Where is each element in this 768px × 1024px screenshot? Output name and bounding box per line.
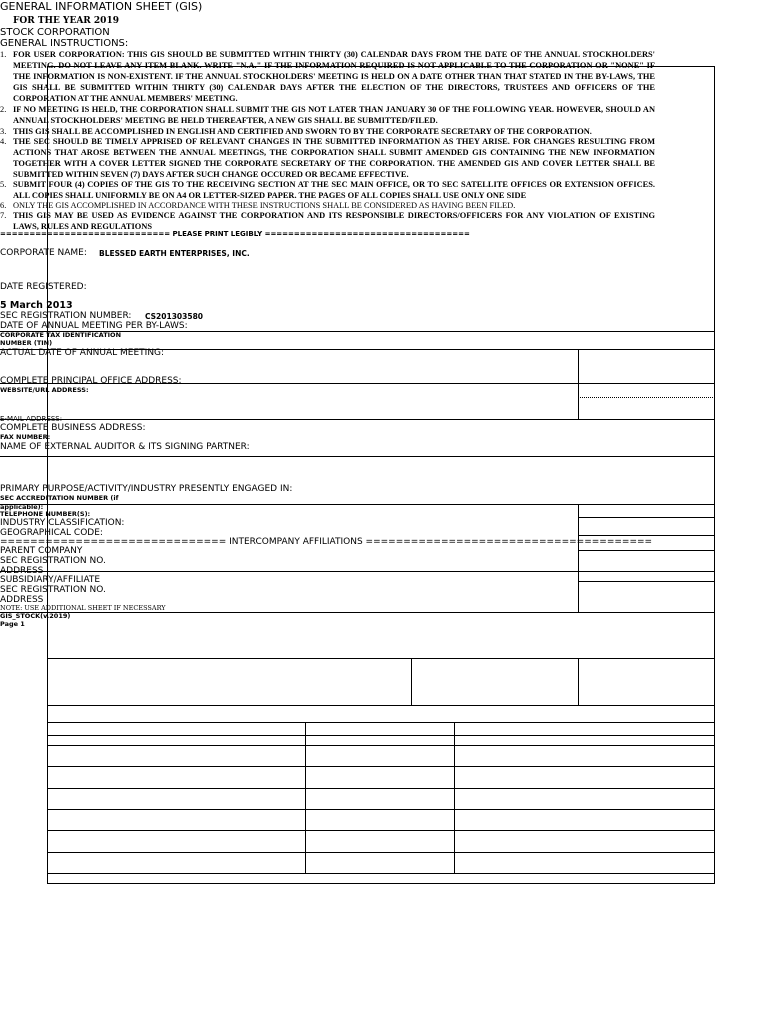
col-divider — [578, 504, 579, 612]
instruction-text: IF NO MEETING IS HELD, THE CORPORATION SHALL SUBMIT THE GIS NOT LATER THAN JANUARY 30 OF THE FOLLOWING YEAR. HOWEVER, SHOULD AN ANNUAL STOCKHOLDERS' MEETING BE HELD THEREAFTER, A NEW GIS SHALL BE SUBMITTED/FILED. — [13, 105, 655, 125]
row-divider — [578, 535, 715, 536]
sec-registration-value: CS201303580 — [145, 312, 204, 321]
row-divider — [47, 658, 715, 659]
geo-code-label: GEOGRAPHICAL CODE: — [0, 528, 103, 538]
corporate-name-value: BLESSED EARTH ENTERPRISES, INC. — [99, 249, 250, 258]
print-legibly-banner: ============================= PLEASE PRINT LEGIBLY =================================== — [0, 230, 470, 238]
date-registered-label: DATE REGISTERED: — [0, 282, 87, 292]
instruction-item — [0, 179, 655, 201]
auditor-label: NAME OF EXTERNAL AUDITOR & ITS SIGNING PARTNER: — [0, 442, 250, 452]
page-number: Page 1 — [0, 620, 25, 628]
col-divider — [578, 349, 579, 419]
form-title: GENERAL INFORMATION SHEET (GIS) — [0, 0, 203, 13]
email-label: E-MAIL ADDRESS: — [0, 415, 63, 423]
accreditation-label-line2: applicable): — [0, 503, 44, 511]
row-divider — [47, 745, 715, 746]
instruction-number: 6. — [0, 201, 7, 210]
sec-registration-label: SEC REGISTRATION NUMBER: — [0, 311, 132, 321]
instruction-text: THIS GIS MAY BE USED AS EVIDENCE AGAINST THE CORPORATION AND ITS RESPONSIBLE DIRECTORS/OFFICERS FOR ANY VIOLATION OF EXISTING LAWS, RULES AND REGULATIONS — [13, 211, 655, 231]
subsidiary-label: SUBSIDIARY/AFFILIATE — [0, 575, 101, 585]
instruction-item — [0, 136, 655, 180]
instruction-number: 7. — [0, 211, 7, 220]
instruction-number: 3. — [0, 127, 7, 136]
instruction-item — [0, 210, 655, 232]
row-divider — [47, 735, 715, 736]
principal-office-label: COMPLETE PRINCIPAL OFFICE ADDRESS: — [0, 376, 182, 386]
additional-sheet-note: NOTE: USE ADDITIONAL SHEET IF NECESSARY — [0, 604, 166, 612]
parent-sec-label: SEC REGISTRATION NO. — [0, 556, 106, 566]
date-registered-value: 5 March 2013 — [0, 300, 73, 311]
subsidiary-address-label: ADDRESS — [0, 595, 44, 605]
row-divider — [0, 504, 715, 505]
instruction-number: 4. — [0, 137, 7, 146]
row-divider — [47, 830, 715, 831]
parent-address-label: ADDRESS — [0, 566, 44, 576]
row-divider — [0, 612, 715, 613]
col-divider — [305, 722, 306, 873]
row-divider — [47, 705, 715, 706]
industry-label: INDUSTRY CLASSIFICATION: — [0, 518, 125, 528]
instruction-text: FOR USER CORPORATION: THIS GIS SHOULD BE SUBMITTED WITHIN THIRTY (30) CALENDAR DAYS FROM THE DATE OF THE ANNUAL STOCKHOLDERS' MEETING. DO NOT LEAVE ANY ITEM BLANK. WRITE "N.A." IF THE INFORMATION REQUIRED IS NOT APPLICABLE TO THE CORPORATION OR "NONE" IF THE INFORMATION IS NON-EXISTENT. IF THE ANNUAL STOCKHOLDERS' MEETING IS HELD ON A DATE OTHER THAN THAT STATED IN THE BY-LAWS, THE GIS SHALL BE SUBMITTED WITHIN THIRTY (30) CALENDAR DAYS AFTER THE ELECTION OF THE DIRECTORS, TRUSTEES AND OFFICERS OF THE CORPORATION AT THE ANNUAL MEMBERS' MEETING. — [13, 50, 655, 103]
instruction-text: THE SEC SHOULD BE TIMELY APPRISED OF RELEVANT CHANGES IN THE SUBMITTED INFORMATION AS THEY ARISE. FOR CHANGES RESULTING FROM ACTIONS THAT AROSE BETWEEN THE ANNUAL MEETINGS, THE CORPORATION SHALL SUBMIT AMENDED GIS CONTAINING THE NEW INFORMATION TOGETHER WITH A COVER LETTER SIGNED THE CORPORATE SECRETARY OF THE CORPORATION. THE AMENDED GIS AND COVER LETTER SHALL BE SUBMITTED WITHIN SEVEN (7) DAYS AFTER SUCH CHANGE OCCURED OR BECAME EFFECTIVE. — [13, 137, 655, 179]
row-divider — [47, 809, 715, 810]
annual-meeting-bylaws-label: DATE OF ANNUAL MEETING PER BY-LAWS: — [0, 321, 188, 331]
instruction-item — [0, 49, 655, 104]
parent-company-label: PARENT COMPANY — [0, 546, 83, 556]
subsidiary-sec-label: SEC REGISTRATION NO. — [0, 585, 106, 595]
col-divider — [411, 658, 412, 705]
dotted-divider — [580, 397, 715, 398]
row-divider — [578, 581, 715, 582]
fax-label: FAX NUMBER: — [0, 433, 51, 441]
business-address-label: COMPLETE BUSINESS ADDRESS: — [0, 423, 146, 433]
telephone-label: TELEPHONE NUMBER(S): — [0, 510, 91, 518]
footer-form-code: GIS_STOCK(v.2019) — [0, 612, 71, 620]
instruction-text: SUBMIT FOUR (4) COPIES OF THE GIS TO THE RECEIVING SECTION AT THE SEC MAIN OFFICE, OR TO SEC SATELLITE OFFICES OR EXTENSION OFFICES. ALL COPIES SHALL UNIFORMLY BE ON A4 OR LETTER-SIZED PAPER. THE PAGES OF ALL COPIES SHALL USE ONLY ONE SIDE — [13, 180, 655, 200]
tin-label-line2: NUMBER (TIN) — [0, 339, 53, 347]
row-divider — [47, 788, 715, 789]
purpose-label: PRIMARY PURPOSE/ACTIVITY/INDUSTRY PRESENTLY ENGAGED IN: — [0, 484, 293, 494]
instruction-text: ONLY THE GIS ACCOMPLISHED IN ACCORDANCE WITH THESE INSTRUCTIONS SHALL BE CONSIDERED AS HAVING BEEN FILED. — [13, 201, 516, 210]
tin-label-line1: CORPORATE TAX IDENTIFICATION — [0, 331, 122, 339]
instruction-text: THIS GIS SHALL BE ACCOMPLISHED IN ENGLISH AND CERTIFIED AND SWORN TO BY THE CORPORATE SECRETARY OF THE CORPORATION. — [13, 127, 592, 136]
row-divider — [47, 766, 715, 767]
corporate-name-label: CORPORATE NAME: — [0, 248, 87, 258]
instructions-heading: GENERAL INSTRUCTIONS: — [0, 38, 129, 49]
row-divider — [0, 571, 715, 572]
row-divider — [47, 852, 715, 853]
row-divider — [0, 456, 715, 457]
form-type: STOCK CORPORATION — [0, 27, 110, 38]
instruction-number: 2. — [0, 105, 7, 114]
instruction-item — [0, 104, 655, 126]
col-divider — [454, 722, 455, 873]
accreditation-label-line1: SEC ACCREDITATION NUMBER (if — [0, 494, 119, 502]
actual-meeting-label: ACTUAL DATE OF ANNUAL MEETING: — [0, 348, 165, 358]
row-divider — [47, 873, 715, 874]
row-divider — [578, 550, 715, 551]
form-year: FOR THE YEAR 2019 — [13, 16, 119, 26]
row-divider — [578, 517, 715, 518]
website-label: WEBSITE/URL ADDRESS: — [0, 386, 89, 394]
row-divider — [47, 722, 715, 723]
instruction-number: 1. — [0, 50, 7, 59]
row-divider — [0, 419, 715, 420]
col-divider — [578, 658, 579, 705]
instruction-number: 5. — [0, 180, 7, 189]
affiliations-banner: ============================== INTERCOMPANY AFFILIATIONS ====================================== — [0, 537, 653, 547]
